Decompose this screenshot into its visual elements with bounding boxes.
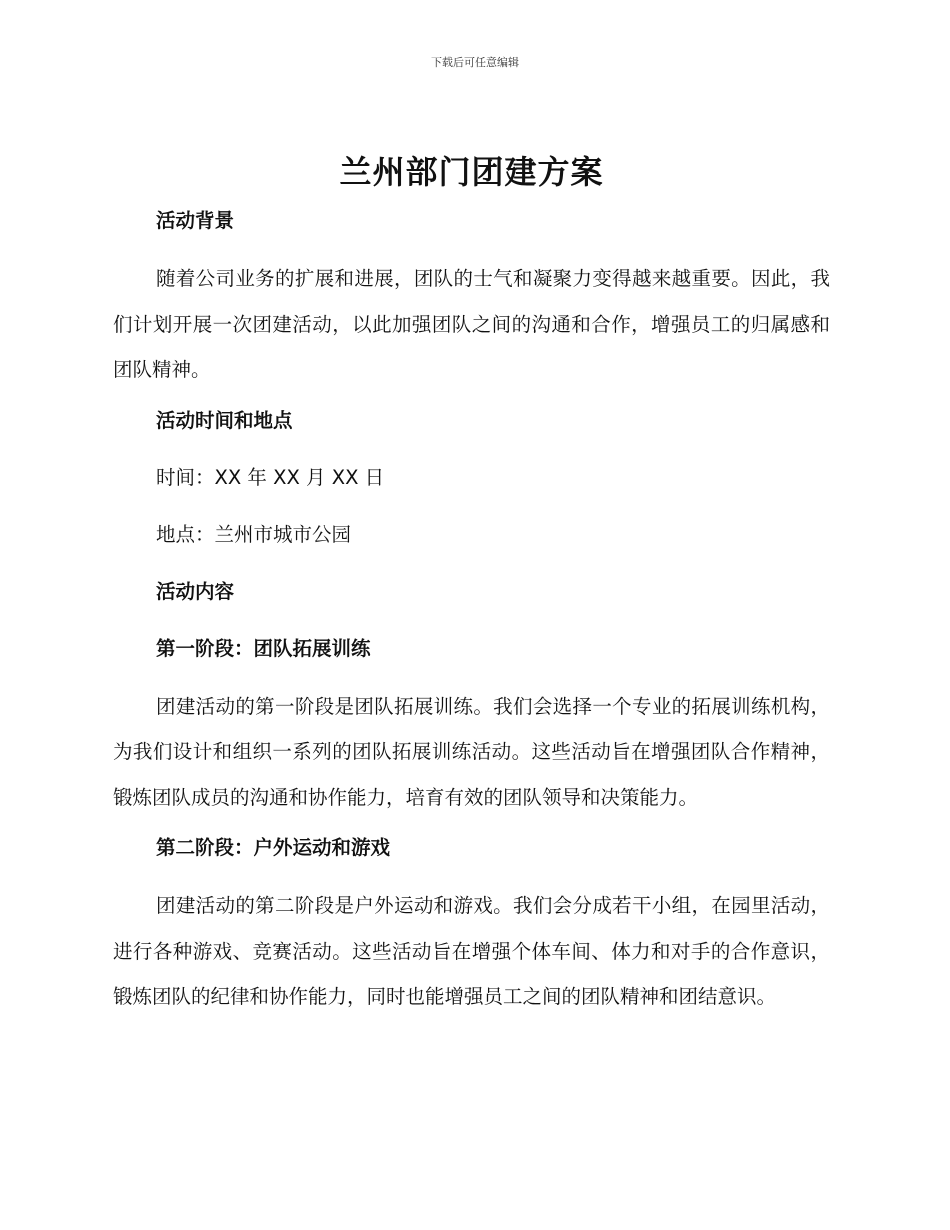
time-line: 时间：XX 年 XX 月 XX 日	[156, 465, 385, 489]
stage1-paragraph: 团建活动的第一阶段是团队拓展训练。我们会选择一个专业的拓展训练机构，为我们设计和组织一系列的团队拓展训练活动。这些活动旨在增强团队合作精神，锻炼团队成员的沟通和协作能力，培育有效的团队领导和决策能力。	[113, 694, 830, 809]
stage1-heading: 第一阶段：团队拓展训练	[156, 636, 371, 660]
section-heading-time-place: 活动时间和地点	[156, 408, 293, 432]
background-paragraph: 随着公司业务的扩展和进展，团队的士气和凝聚力变得越来越重要。因此，我们计划开展一次团建活动，以此加强团队之间的沟通和合作，增强员工的归属感和团队精神。	[113, 267, 830, 381]
section-heading-content: 活动内容	[156, 579, 235, 603]
stage2-heading: 第二阶段：户外运动和游戏	[156, 836, 391, 859]
document-body	[113, 148, 830, 1020]
place-line: 地点：兰州市城市公园	[156, 522, 352, 546]
section-heading-background: 活动背景	[156, 209, 235, 232]
document-title: 兰州部门团建方案	[339, 153, 604, 191]
stage2-paragraph: 团建活动的第二阶段是户外运动和游戏。我们会分成若干小组，在园里活动，进行各种游戏、竞赛活动。这些活动旨在增强个体车间、体力和对手的合作意识，锻炼团队的纪律和协作能力，同时也能增强员工之间的团队精神和团结意识。	[113, 894, 830, 1008]
header-note: 下载后可任意编辑	[431, 56, 519, 69]
